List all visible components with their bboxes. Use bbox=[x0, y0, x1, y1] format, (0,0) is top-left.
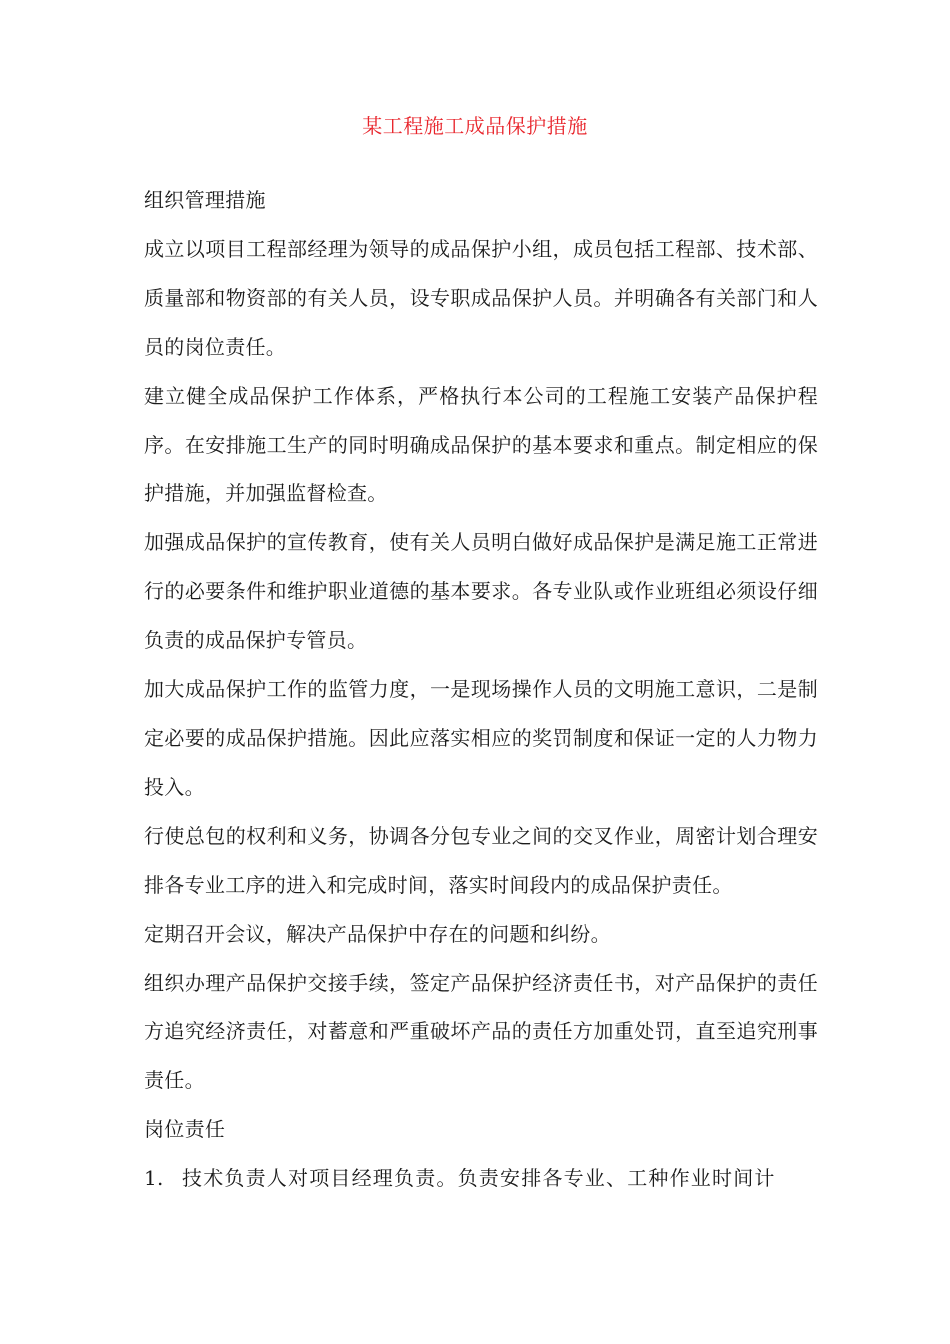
paragraph: 加强成品保护的宣传教育，使有关人员明白做好成品保护是满足施工正常进行的必要条件和维护职业道德的基本要求。各专业队或作业班组必须设仔细负责的成品保护专管员。 bbox=[144, 530, 818, 653]
paragraph: 定期召开会议，解决产品保护中存在的问题和纠纷。 bbox=[144, 921, 611, 946]
paragraph: 组织办理产品保护交接手续，签定产品保护经济责任书，对产品保护的责任方追究经济责任，对蓄意和严重破坏产品的责任方加重处罚，直至追究刑事责任。 bbox=[144, 970, 818, 1093]
item-text: 技术负责人对项目经理负责。负责安排各专业、工种作业时间计 bbox=[182, 1166, 776, 1191]
section-heading-org: 组织管理措施 bbox=[144, 188, 266, 212]
paragraph: 成立以项目工程部经理为领导的成品保护小组，成员包括工程部、技术部、质量部和物资部的有关人员，设专职成品保护人员。并明确各有关部门和人员的岗位责任。 bbox=[144, 236, 818, 359]
section-heading-duty: 岗位责任 bbox=[144, 1117, 226, 1142]
paragraph: 建立健全成品保护工作体系，严格执行本公司的工程施工安装产品保护程序。在安排施工生产的同时明确成品保护的基本要求和重点。制定相应的保护措施，并加强监督检查。 bbox=[144, 383, 818, 506]
item-number: 1. bbox=[144, 1166, 164, 1191]
document-title: 某工程施工成品保护措施 bbox=[362, 114, 588, 138]
paragraph: 行使总包的权利和义务，协调各分包专业之间的交叉作业，周密计划合理安排各专业工序的进入和完成时间，落实时间段内的成品保护责任。 bbox=[144, 823, 818, 897]
document-body bbox=[144, 176, 818, 1203]
paragraph: 加大成品保护工作的监管力度，一是现场操作人员的文明施工意识，二是制定必要的成品保护措施。因此应落实相应的奖罚制度和保证一定的人力物力投入。 bbox=[144, 677, 818, 799]
numbered-item bbox=[144, 1154, 818, 1203]
